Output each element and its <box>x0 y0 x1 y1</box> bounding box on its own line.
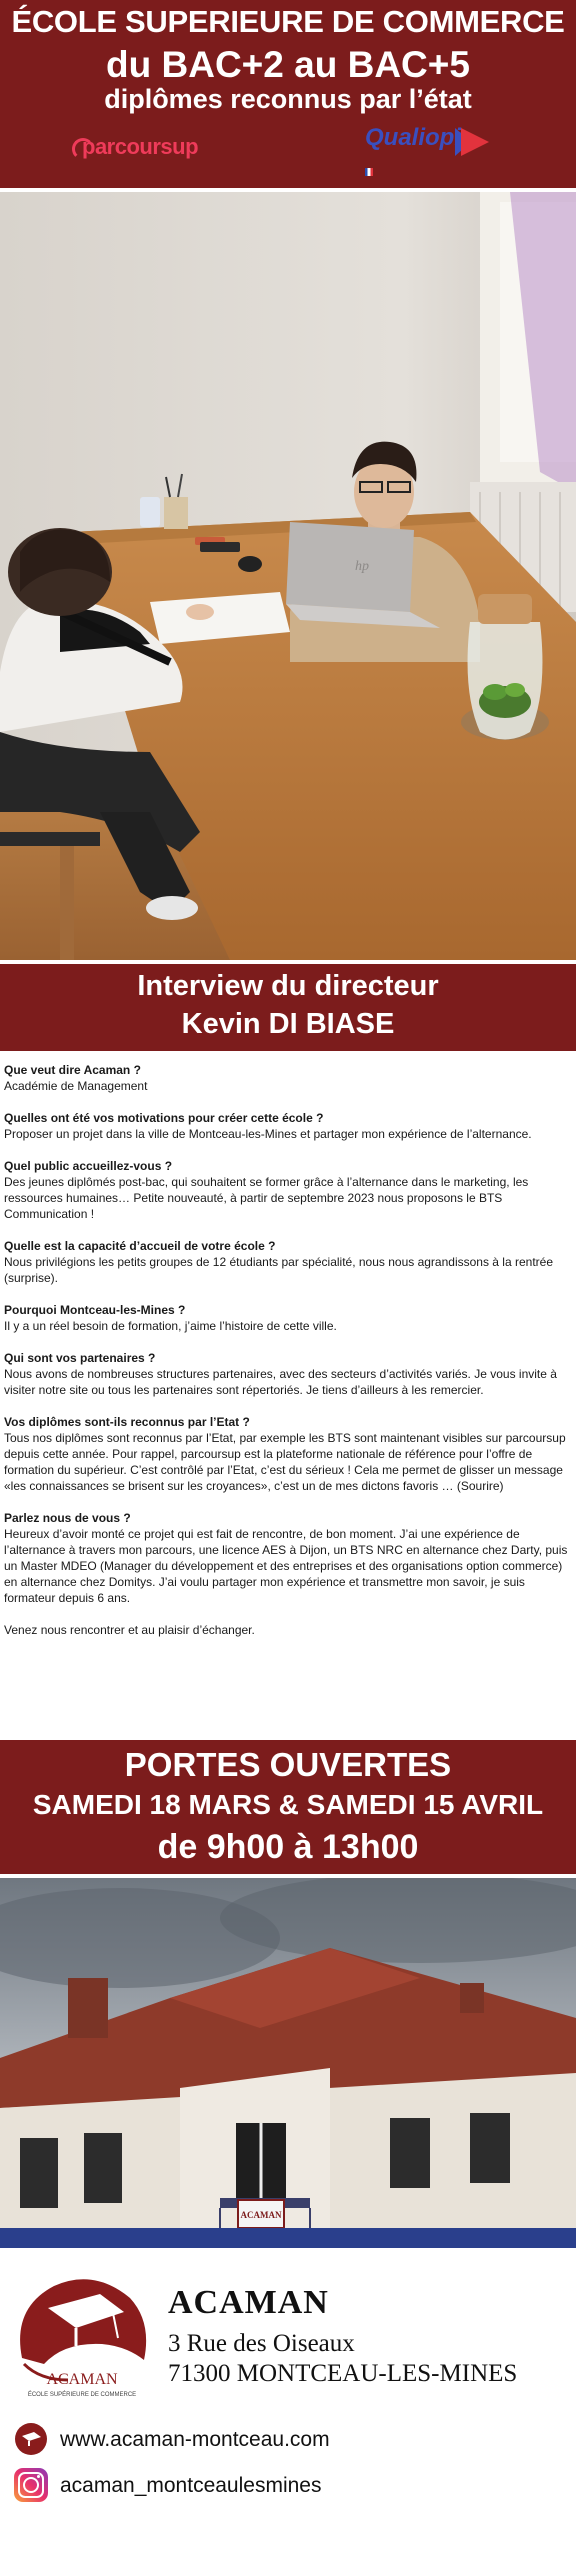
school-name: ACAMAN <box>168 2284 329 2321</box>
closing-text: Venez nous rencontrer et au plaisir d’échanger. <box>4 1623 255 1637</box>
answer: Proposer un projet dans la ville de Montceau-les-Mines et partager mon expérience de l’alternance. <box>4 1127 532 1141</box>
answer: Nous avons de nombreuses structures partenaires, avec des secteurs d’activités variés. Je vous invite à visiter notre site ou tous les partenaires sont répertoriés. Je tiens d’ailleurs à les remercier. <box>4 1367 557 1397</box>
question: Qui sont vos partenaires ? <box>4 1351 156 1365</box>
question: Que veut dire Acaman ? <box>4 1063 141 1077</box>
qualiopi-red-triangle-icon <box>461 128 489 156</box>
building-photo <box>0 1878 576 2248</box>
answer: Tous nos diplômes sont reconnus par l’Etat, par exemple les BTS sont maintenant visibles sur parcoursup depuis cette année. Pour rappel, parcoursup est la plateforme nationale de référence pour l’offre de formation du supérieur. C’est contrôlé par l’Etat, c’est du sérieux ! Cela me permet de glisser un message «les connaissances se brisent sur les croyances», c’est un de mes dictons favoris … (Sourire) <box>4 1431 566 1493</box>
website-row[interactable] <box>14 2422 574 2456</box>
footer <box>0 2252 576 2560</box>
question: Vos diplômes sont-ils reconnus par l’Etat ? <box>4 1415 250 1429</box>
building-sign-text: ACAMAN <box>240 2210 282 2220</box>
interview-title: Interview du directeur <box>137 970 439 1002</box>
svg-text:hp: hp <box>355 559 369 574</box>
parcoursup-logo <box>72 130 222 170</box>
address-street: 3 Rue des Oiseaux <box>168 2330 355 2357</box>
open-days-banner <box>0 1740 576 1874</box>
open-days-hours: de 9h00 à 13h00 <box>157 1828 419 1866</box>
address-city: 71300 MONTCEAU-LES-MINES <box>168 2360 518 2387</box>
answer: Heureux d’avoir monté ce projet qui est fait de rencontre, de bon moment. J’ai une expérience de l’alternance à travers mon parcours, une licence AES à Dijon, un BTS NRC en alternance chez Darty, puis un Master MDEO (Manager du développement et des entreprises et des organisations option commerce) en alternance chez Domitys. J’ai voulu partager mon expérience et transmettre mon savoir, je suis formateur depuis 6 ans. <box>4 1527 568 1605</box>
french-flag-icon <box>365 168 373 176</box>
qualiopi-logo-text: Qualiopi <box>365 124 461 151</box>
header-tagline: diplômes reconnus par l’état <box>104 84 472 114</box>
answer: Nous privilégions les petits groupes de 12 étudiants par spécialité, nous nous agrandissons à la rentrée (surprise). <box>4 1255 553 1285</box>
question: Parlez nous de vous ? <box>4 1511 131 1525</box>
instagram-row[interactable] <box>14 2468 574 2502</box>
question: Pourquoi Montceau-les-Mines ? <box>4 1303 186 1317</box>
acaman-logo-text: ACAMAN <box>46 2371 118 2388</box>
question: Quelle est la capacité d’accueil de votre école ? <box>4 1239 276 1253</box>
acaman-logo-subtitle: ÉCOLE SUPÉRIEURE DE COMMERCE <box>27 2392 137 2398</box>
open-days-dates: SAMEDI 18 MARS & SAMEDI 15 AVRIL <box>32 1789 544 1820</box>
acaman-mortarboard-icon <box>4 2268 160 2408</box>
acaman-logo <box>4 2268 160 2408</box>
interview-qa <box>4 1062 572 1638</box>
header-banner <box>0 0 576 188</box>
answer: Des jeunes diplômés post-bac, qui souhaitent se former grâce à l’alternance dans le marketing, les ressources humaines… Petite nouveauté, à partir de septembre 2023 nous proposons le BTS Communication ! <box>4 1175 529 1221</box>
website-link[interactable]: www.acaman-montceau.com <box>60 2428 330 2451</box>
open-days-title: PORTES OUVERTES <box>124 1746 452 1783</box>
instagram-handle[interactable]: acaman_montceaulesmines <box>60 2474 322 2497</box>
office-photo <box>0 192 576 960</box>
answer: Il y a un réel besoin de formation, j’aime l’histoire de cette ville. <box>4 1319 337 1333</box>
answer: Académie de Management <box>4 1079 148 1093</box>
header-title: ÉCOLE SUPERIEURE DE COMMERCE <box>11 4 565 39</box>
building-photo-illustration <box>0 1878 576 2248</box>
question: Quel public accueillez-vous ? <box>4 1159 173 1173</box>
qualiopi-logo <box>365 124 505 180</box>
interview-banner <box>0 964 576 1051</box>
question: Quelles ont été vos motivations pour créer cette école ? <box>4 1111 324 1125</box>
parcoursup-logo-text: parcoursup <box>82 134 199 159</box>
interview-director-name: Kevin DI BIASE <box>181 1008 395 1040</box>
office-photo-illustration <box>0 192 576 960</box>
acaman-web-icon <box>14 2422 48 2456</box>
instagram-icon <box>14 2468 48 2502</box>
header-subtitle: du BAC+2 au BAC+5 <box>106 44 470 85</box>
